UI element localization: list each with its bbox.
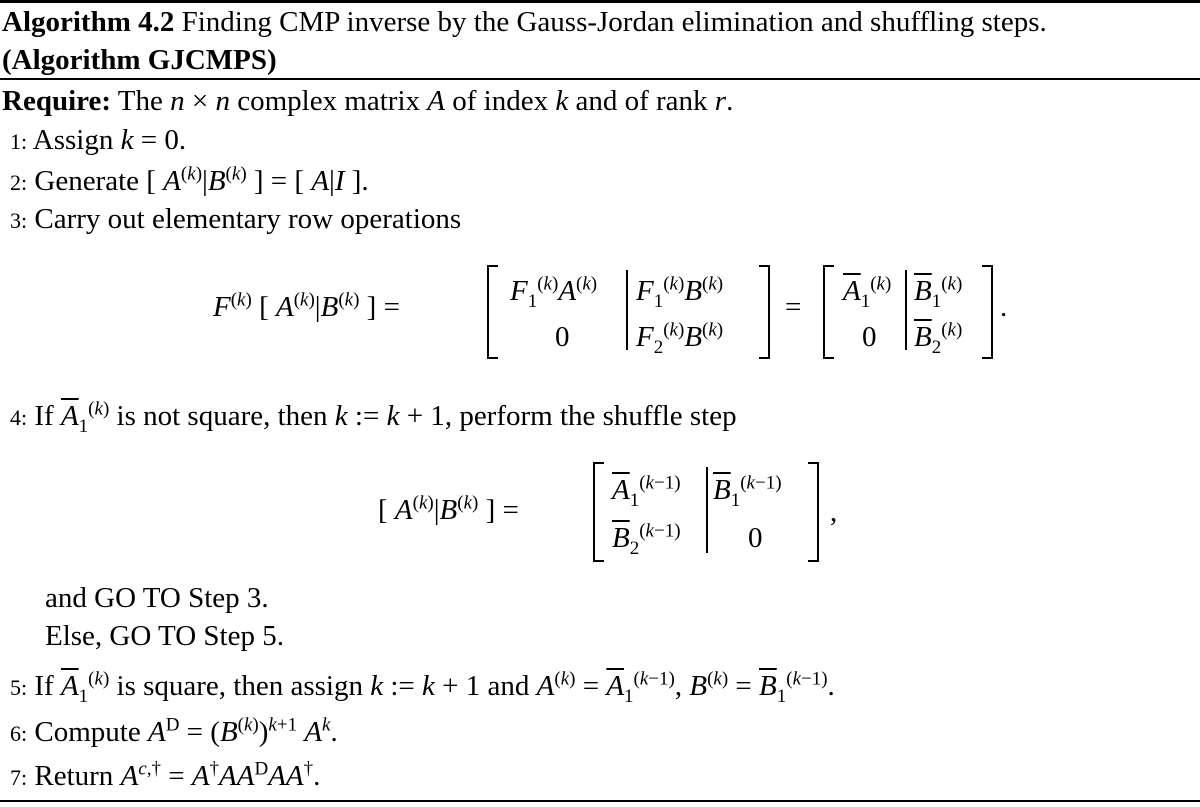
require-label: Require: xyxy=(2,85,112,117)
algorithm-label: Algorithm 4.2 xyxy=(2,6,175,38)
bottom-rule xyxy=(0,800,1200,802)
step-4-continue: and GO TO Step 3. xyxy=(45,582,269,614)
step-number: 6: xyxy=(10,721,28,746)
step-number: 3: xyxy=(10,208,28,233)
step-4-else: Else, GO TO Step 5. xyxy=(45,620,284,652)
step-number: 7: xyxy=(10,765,28,790)
step-1: 1: Assign k = 0. xyxy=(10,124,187,156)
step-7: 7: Return $A^{c,\dagger} = A^\dagger AA^DAA^\dagger$. xyxy=(10,758,321,792)
algorithm-caption xyxy=(2,8,1047,37)
algorithm-caption-text: Finding CMP inverse by the Gauss-Jordan elimination and shuffling steps. xyxy=(181,6,1047,38)
step-3: 3: Carry out elementary row operations xyxy=(10,203,462,235)
step-number: 5: xyxy=(10,675,28,700)
caption-rule xyxy=(0,78,1200,80)
step-number: 4: xyxy=(10,405,28,430)
step-2: 2: Generate [ $A^{(k)}|B^{(k)}$ ] = [ A|I ]. xyxy=(10,163,369,197)
top-rule xyxy=(0,0,1200,3)
step-5: 5: If $\overline{A}_1^{(k)}$ is square, then assign k := k + 1 and $A^{(k)} = \overline{A}_1^{(k-1)}$, $B^{(k)} = \overline{B}_1^{(k-1)}$. xyxy=(10,668,835,707)
algorithm-name: (Algorithm GJCMPS) xyxy=(2,44,277,76)
step-number: 2: xyxy=(10,170,28,195)
step-4: 4: If $\overline{A}_1^{(k)}$ is not square, then k := k + 1, perform the shuffle step xyxy=(10,398,737,437)
step-6: 6: Compute $A^D = (B^{(k)})^{k+1}$ $A^k$. xyxy=(10,714,338,748)
step-number: 1: xyxy=(10,129,28,154)
require-line: Require: The n × n complex matrix A of index k and of rank r. xyxy=(2,85,734,117)
